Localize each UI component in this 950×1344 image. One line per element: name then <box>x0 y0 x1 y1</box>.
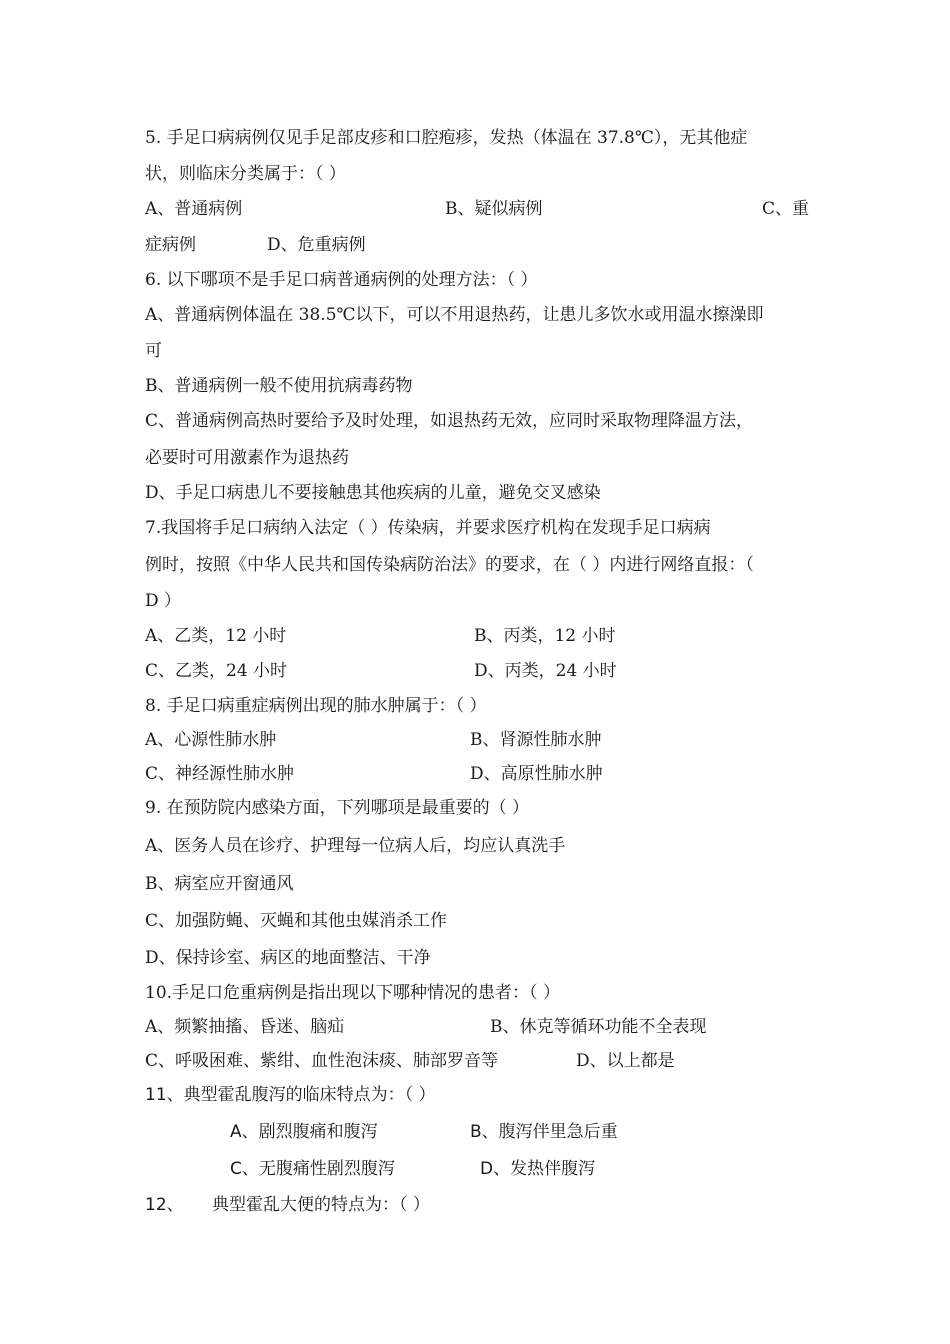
q5-option-c-part1: C、重 <box>762 199 810 219</box>
q5-option-b: B、疑似病例 <box>445 199 543 219</box>
q11-option-a: A、剧烈腹痛和腹泻 <box>230 1122 378 1142</box>
q6-option-c-line1: C、普通病例高热时要给予及时处理，如退热药无效，应同时采取物理降温方法， <box>145 411 754 431</box>
q7-option-b: B、丙类，12 小时 <box>474 626 616 646</box>
q7-line1: 7.我国将手足口病纳入法定（ ）传染病，并要求医疗机构在发现手足口病病 <box>145 518 711 538</box>
q11-option-d: D、发热伴腹泻 <box>480 1159 596 1179</box>
q6-option-a-line1: A、普通病例体温在 38.5℃以下，可以不用退热药，让患儿多饮水或用温水擦澡即 <box>145 305 764 325</box>
q7-option-c: C、乙类，24 小时 <box>145 661 288 681</box>
q6-option-c-line2: 必要时可用激素作为退热药 <box>145 448 349 468</box>
q9-stem: 9. 在预防院内感染方面，下列哪项是最重要的（ ） <box>145 798 530 818</box>
q11-option-c: C、无腹痛性剧烈腹泻 <box>230 1159 395 1179</box>
q7-option-d: D、丙类，24 小时 <box>474 661 617 681</box>
q5-option-c-part2: 症病例 <box>145 235 196 255</box>
q6-stem: 6. 以下哪项不是手足口病普通病例的处理方法：（ ） <box>145 270 538 290</box>
q5-line1: 5. 手足口病病例仅见手足部皮疹和口腔疱疹，发热（体温在 37.8℃），无其他症 <box>145 128 748 148</box>
q8-option-b: B、肾源性肺水肿 <box>470 730 602 750</box>
q9-option-d: D、保持诊室、病区的地面整洁、干净 <box>145 948 431 968</box>
q5-option-a: A、普通病例 <box>145 199 243 219</box>
q12-stem: 典型霍乱大便的特点为：（ ） <box>212 1195 430 1215</box>
q7-option-a: A、乙类，12 小时 <box>145 626 287 646</box>
q8-stem: 8. 手足口病重症病例出现的肺水肿属于：（ ） <box>145 696 487 716</box>
q9-option-b: B、病室应开窗通风 <box>145 874 294 894</box>
q6-option-d: D、手足口病患儿不要接触患其他疾病的儿童，避免交叉感染 <box>145 483 601 503</box>
q6-option-a-line2: 可 <box>145 341 162 361</box>
q10-stem: 10.手足口危重病例是指出现以下哪种情况的患者：（ ） <box>145 983 560 1003</box>
q10-option-a: A、频繁抽搐、昏迷、脑疝 <box>145 1017 345 1037</box>
q11-stem: 11、典型霍乱腹泻的临床特点为：（ ） <box>145 1085 436 1105</box>
q9-option-a: A、医务人员在诊疗、护理每一位病人后，均应认真洗手 <box>145 836 566 856</box>
q8-option-a: A、心源性肺水肿 <box>145 730 277 750</box>
q11-option-b: B、腹泻伴里急后重 <box>470 1122 618 1142</box>
q7-line3: D ） <box>145 591 182 611</box>
q6-option-b: B、普通病例一般不使用抗病毒药物 <box>145 376 413 396</box>
q5-line2: 状，则临床分类属于：（ ） <box>145 164 346 184</box>
q10-option-c: C、呼吸困难、紫绀、血性泡沫痰、肺部罗音等 <box>145 1051 499 1071</box>
q10-option-d: D、以上都是 <box>576 1051 675 1071</box>
q12-number: 12、 <box>145 1195 184 1215</box>
q8-option-d: D、高原性肺水肿 <box>470 764 603 784</box>
q10-option-b: B、休克等循环功能不全表现 <box>490 1017 707 1037</box>
q7-line2: 例时，按照《中华人民共和国传染病防治法》的要求，在（ ）内进行网络直报：（ <box>145 555 754 575</box>
q8-option-c: C、神经源性肺水肿 <box>145 764 295 784</box>
q9-option-c: C、加强防蝇、灭蝇和其他虫媒消杀工作 <box>145 911 448 931</box>
q5-option-d: D、危重病例 <box>267 235 366 255</box>
